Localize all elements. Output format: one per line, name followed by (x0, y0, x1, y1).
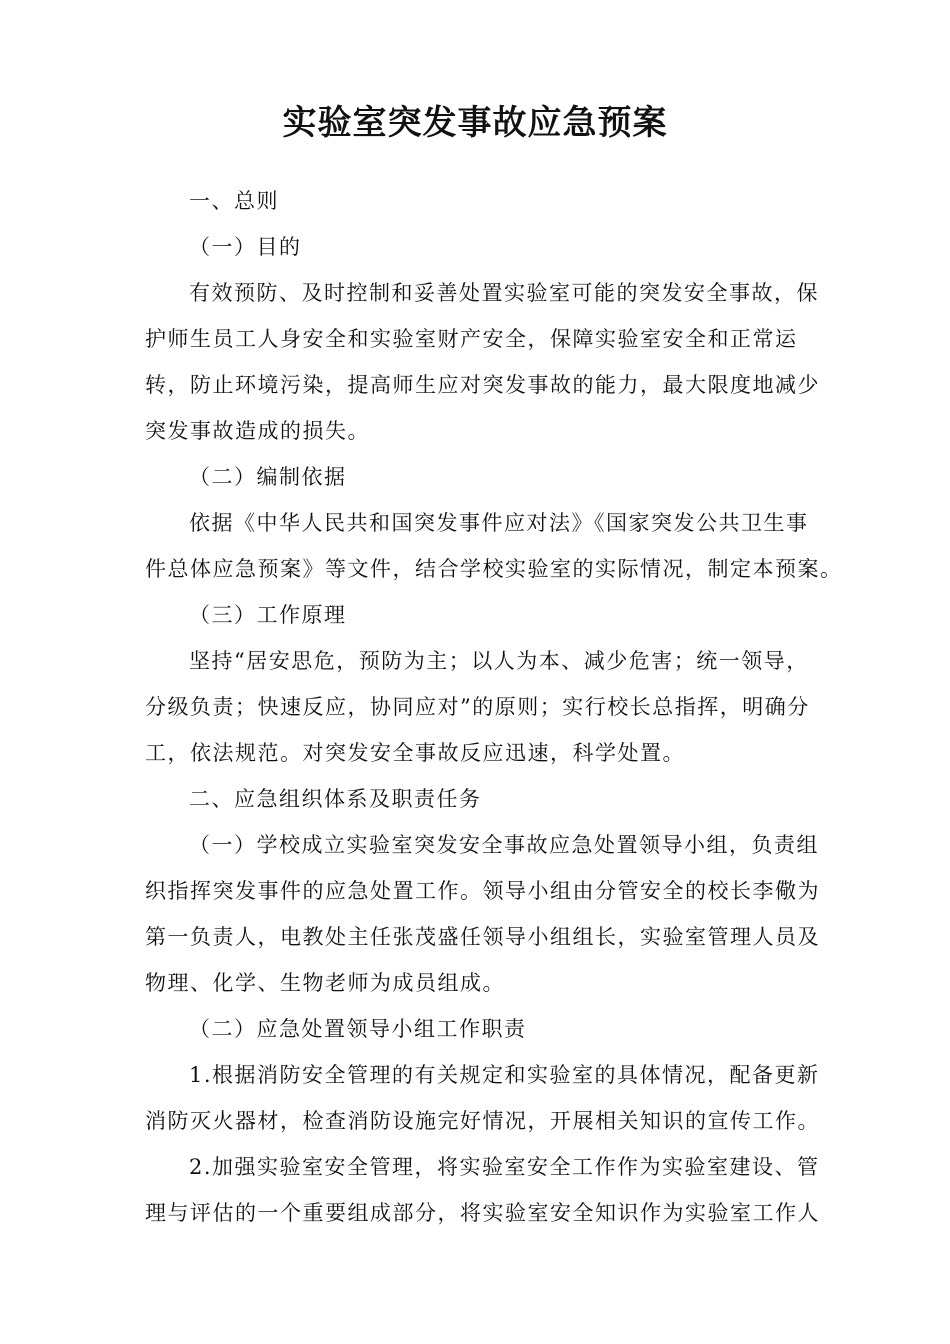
subsection-heading: （一）目的 (189, 235, 302, 259)
paragraph-line: 物理、化学、生物老师为成员组成。 (145, 971, 505, 995)
section-heading: 一、总则 (189, 189, 279, 213)
paragraph-line: 突发事故造成的损失。 (145, 419, 370, 443)
paragraph-line: 第一负责人，电教处主任张茂盛任领导小组组长，实验室管理人员及 (145, 925, 820, 949)
paragraph-line: 分级负责；快速反应，协同应对”的原则；实行校长总指挥，明确分 (145, 695, 810, 719)
paragraph-line: 1.根据消防安全管理的有关规定和实验室的具体情况，配备更新 (189, 1063, 820, 1087)
subsection-heading: （二）编制依据 (189, 465, 347, 489)
subsection-heading: （二）应急处置领导小组工作职责 (189, 1017, 527, 1041)
paragraph-line: 工，依法规范。对突发安全事故反应迅速，科学处置。 (145, 741, 685, 765)
paragraph-line: （一）学校成立实验室突发安全事故应急处置领导小组，负责组 (189, 833, 819, 857)
paragraph-line: 依据《中华人民共和国突发事件应对法》《国家突发公共卫生事 (189, 511, 809, 535)
paragraph-line: 转，防止环境污染，提高师生应对突发事故的能力，最大限度地减少 (145, 373, 820, 397)
paragraph-line: 织指挥突发事件的应急处置工作。领导小组由分管安全的校长李儆为 (145, 879, 820, 903)
paragraph-line: 护师生员工人身安全和实验室财产安全，保障实验室安全和正常运 (145, 327, 798, 351)
subsection-heading: （三）工作原理 (189, 603, 347, 627)
section-heading: 二、应急组织体系及职责任务 (189, 787, 482, 811)
document-title: 实验室突发事故应急预案 (282, 103, 668, 143)
paragraph-line: 件总体应急预案》等文件，结合学校实验室的实际情况，制定本预案。 (145, 557, 843, 581)
paragraph-line: 有效预防、及时控制和妥善处置实验室可能的突发安全事故，保 (189, 281, 819, 305)
paragraph-line: 坚持“居安思危，预防为主；以人为本、减少危害；统一领导， (189, 649, 809, 673)
paragraph-line: 理与评估的一个重要组成部分，将实验室安全知识作为实验室工作人 (145, 1201, 820, 1225)
paragraph-line: 2.加强实验室安全管理，将实验室安全工作作为实验室建设、管 (189, 1155, 820, 1179)
paragraph-line: 消防灭火器材，检查消防设施完好情况，开展相关知识的宣传工作。 (145, 1109, 820, 1133)
